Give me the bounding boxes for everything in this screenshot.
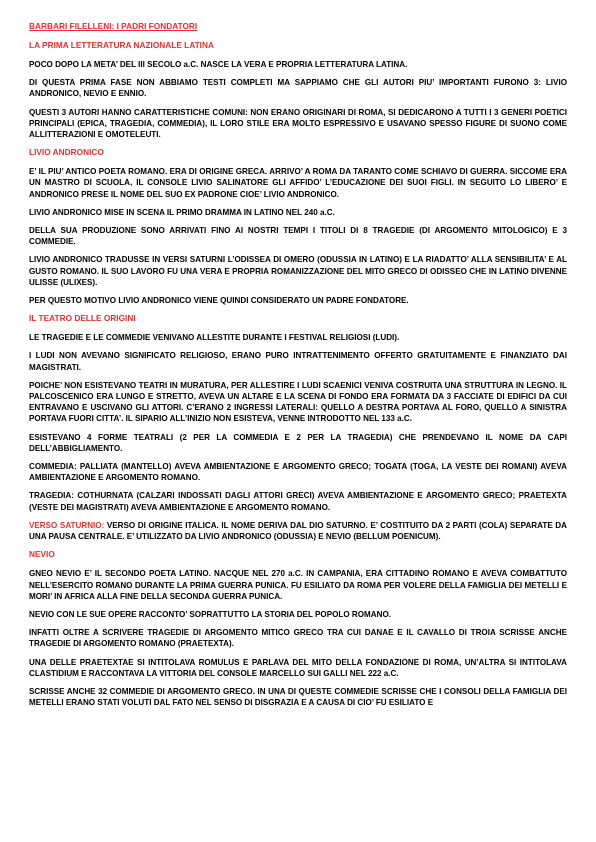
paragraph: COMMEDIA: PALLIATA (MANTELLO) AVEVA AMBIENTAZIONE E ARGOMENTO GRECO; TOGATA (TOGA, LA VESTE DEI ROMANI) AVEVA AMBIENTAZIONE E ARGOMENTO ROMANO. xyxy=(29,462,567,483)
paragraph: QUESTI 3 AUTORI HANNO CARATTERISTICHE COMUNI: NON ERANO ORIGINARI DI ROMA, SI DEDICARONO A TUTTI I 3 GENERI POETICI PRINCIPALI (EPICA, TRAGEDIA, COMMEDIA), IL LORO STILE ERA MOLTO ESPRESSIVO E USAVANO SPESSO FIGURE DI SUONO COME ALLITTERAZIONI E OMOTELEUTI. xyxy=(29,107,567,140)
paragraph: LE TRAGEDIE E LE COMMEDIE VENIVANO ALLESTITE DURANTE I FESTIVAL RELIGIOSI (LUDI). xyxy=(29,333,400,343)
paragraph: ESISTEVANO 4 FORME TEATRALI (2 PER LA COMMEDIA E 2 PER LA TRAGEDIA) CHE PRENDEVANO IL NOME DA CAPI DELL’ABBIGLIAMENTO. xyxy=(29,432,567,453)
paragraph: DI QUESTA PRIMA FASE NON ABBIAMO TESTI COMPLETI MA SAPPIAMO CHE GLI AUTORI PIU’ IMPORTANTI FURONO 3: LIVIO ANDRONICO, NEVIO E ENNIO. xyxy=(29,78,567,99)
paragraph: GNEO NEVIO E’ IL SECONDO POETA LATINO. NACQUE NEL 270 a.C. IN CAMPANIA, ERA CITTADINO ROMANO E AVEVA COMBATTUTO NELL’ESERCITO ROMANO DURANTE LA PRIMA GUERRA PUNICA. FU ESILIATO DA ROMA PER VOLERE DELLA FAMIGLIA DEI METELLI E MORI’ IN AFRICA ALLA FINE DELLA SECONDA GUERRA PUNICA. xyxy=(29,569,567,601)
paragraph: NEVIO CON LE SUE OPERE RACCONTO’ SOPRATTUTTO LA STORIA DEL POPOLO ROMANO. xyxy=(29,609,391,619)
paragraph: DELLA SUA PRODUZIONE SONO ARRIVATI FINO AI NOSTRI TEMPI I TITOLI DI 8 TRAGEDIE (DI ARGOMENTO MITOLOGICO) E 3 COMMEDIE. xyxy=(29,226,567,247)
section-heading-prima-letteratura: LA PRIMA LETTERATURA NAZIONALE LATINA xyxy=(29,40,214,50)
paragraph: LIVIO ANDRONICO TRADUSSE IN VERSI SATURNI L’ODISSEA DI OMERO (ODUSSIA IN LATINO) E LA RIADATTO’ ALLA SENSIBILITA’ E AL GUSTO ROMANO. IL SUO LAVORO FU UNA VERA E PROPRIA ROMANIZZAZIONE DEL MITO GRECO DI ODISSEO CHE IN LATINO DIVENNE ULISSE (ULIXES). xyxy=(29,255,567,287)
section-heading-teatro-origini: IL TEATRO DELLE ORIGINI xyxy=(29,313,136,324)
verso-saturnio-text: VERSO DI ORIGINE ITALICA. IL NOME DERIVA DAL DIO SATURNO. E’ COSTITUITO DA 2 PARTI (COLA) SEPARATE DA UNA PAUSA CENTRALE. E’ UTILIZZATO DA LIVIO ANDRONICO (ODUSSIA) E NEVIO (BELLUM POENICUM). xyxy=(29,520,567,542)
paragraph: LIVIO ANDRONICO MISE IN SCENA IL PRIMO DRAMMA IN LATINO NEL 240 a.C. xyxy=(29,207,335,217)
paragraph: POICHE’ NON ESISTEVANO TEATRI IN MURATURA, PER ALLESTIRE I LUDI SCAENICI VENIVA COSTRUITA UNA STRUTTURA IN LEGNO. IL PALCOSCENICO ERA LUNGO E STRETTO, AVEVA UN ALTARE E LA SCENA DI FONDO ERA FORMATA DA 3 FACCIATE DI EDIFICI DA CUI ENTRAVANO E USCIVANO GLI ATTORI. C’ERANO 2 INGRESSI LATERALI: QUELLO A DESTRA PORTAVA AL FORO, QUELLO A SINISTRA PORTAVA FUORI CITTA’. IL SIPARIO ALL’INIZIO NON ESISTEVA, VENNE INTRODOTTO NEL 133 a.C. xyxy=(29,380,567,424)
paragraph: PER QUESTO MOTIVO LIVIO ANDRONICO VIENE QUINDI CONSIDERATO UN PADRE FONDATORE. xyxy=(29,296,409,306)
paragraph: POCO DOPO LA META’ DEL III SECOLO a.C. NASCE LA VERA E PROPRIA LETTERATURA LATINA. xyxy=(29,60,408,69)
paragraph: I LUDI NON AVEVANO SIGNIFICATO RELIGIOSO, ERANO PURO INTRATTENIMENTO OFFERTO GRATUITAMENTE E FINANZIATO DAI MAGISTRATI. xyxy=(29,351,567,372)
verso-saturnio-paragraph xyxy=(29,520,567,542)
paragraph: SCRISSE ANCHE 32 COMMEDIE DI ARGOMENTO GRECO. IN UNA DI QUESTE COMMEDIE SCRISSE CHE I CONSOLI DELLA FAMIGLIA DEI METELLI ERANO STATI VOLUTI DAL FATO NEL SENSO DI DISGRAZIA E A CAUSA DI CIO’ FU ESILIATO E xyxy=(29,686,567,708)
document-title: BARBARI FILELLENI: I PADRI FONDATORI xyxy=(29,21,198,31)
paragraph: UNA DELLE PRAETEXTAE SI INTITOLAVA ROMULUS E PARLAVA DEL MITO DELLA FONDAZIONE DI ROMA, UN’ALTRA SI INTITOLAVA CLASTIDIUM E RACCONTAVA LA VITTORIA DEL CONSOLE MARCELLO SUI GALLI NEL 222 a.C. xyxy=(29,657,567,678)
section-heading-livio-andronico: LIVIO ANDRONICO xyxy=(29,147,104,158)
paragraph: E’ IL PIU’ ANTICO POETA ROMANO. ERA DI ORIGINE GRECA. ARRIVO’ A ROMA DA TARANTO COME SCHIAVO DI GUERRA. SICCOME ERA UN MASTRO DI SCUOLA, IL CONSOLE LIVIO SALINATORE GLI AFFIDO’ L’EDUCAZIONE DEI SUOI FIGLI. IN SEGUITO LO LIBERO’ E ANDRONICO PRESE IL NOME DEL SUO EX PADRONE CIOE’ LIVIO ANDRONICO. xyxy=(29,167,567,199)
section-heading-nevio: NEVIO xyxy=(29,549,55,560)
paragraph: INFATTI OLTRE A SCRIVERE TRAGEDIE DI ARGOMENTO MITICO GRECO TRA CUI DANAE E IL CAVALLO DI TROIA SCRISSE ANCHE TRAGEDIE DI ARGOMENTO ROMANO (PRAETEXTA). xyxy=(29,628,567,649)
verso-saturnio-label: VERSO SATURNIO: xyxy=(29,520,105,530)
paragraph: TRAGEDIA: COTHURNATA (CALZARI INDOSSATI DAGLI ATTORI GRECI) AVEVA AMBIENTAZIONE E ARGOMENTO GRECO; PRAETEXTA (VESTE DEI MAGISTRATI) AVEVA AMBIENTAZIONE E ARGOMENTO ROMANO. xyxy=(29,491,567,512)
